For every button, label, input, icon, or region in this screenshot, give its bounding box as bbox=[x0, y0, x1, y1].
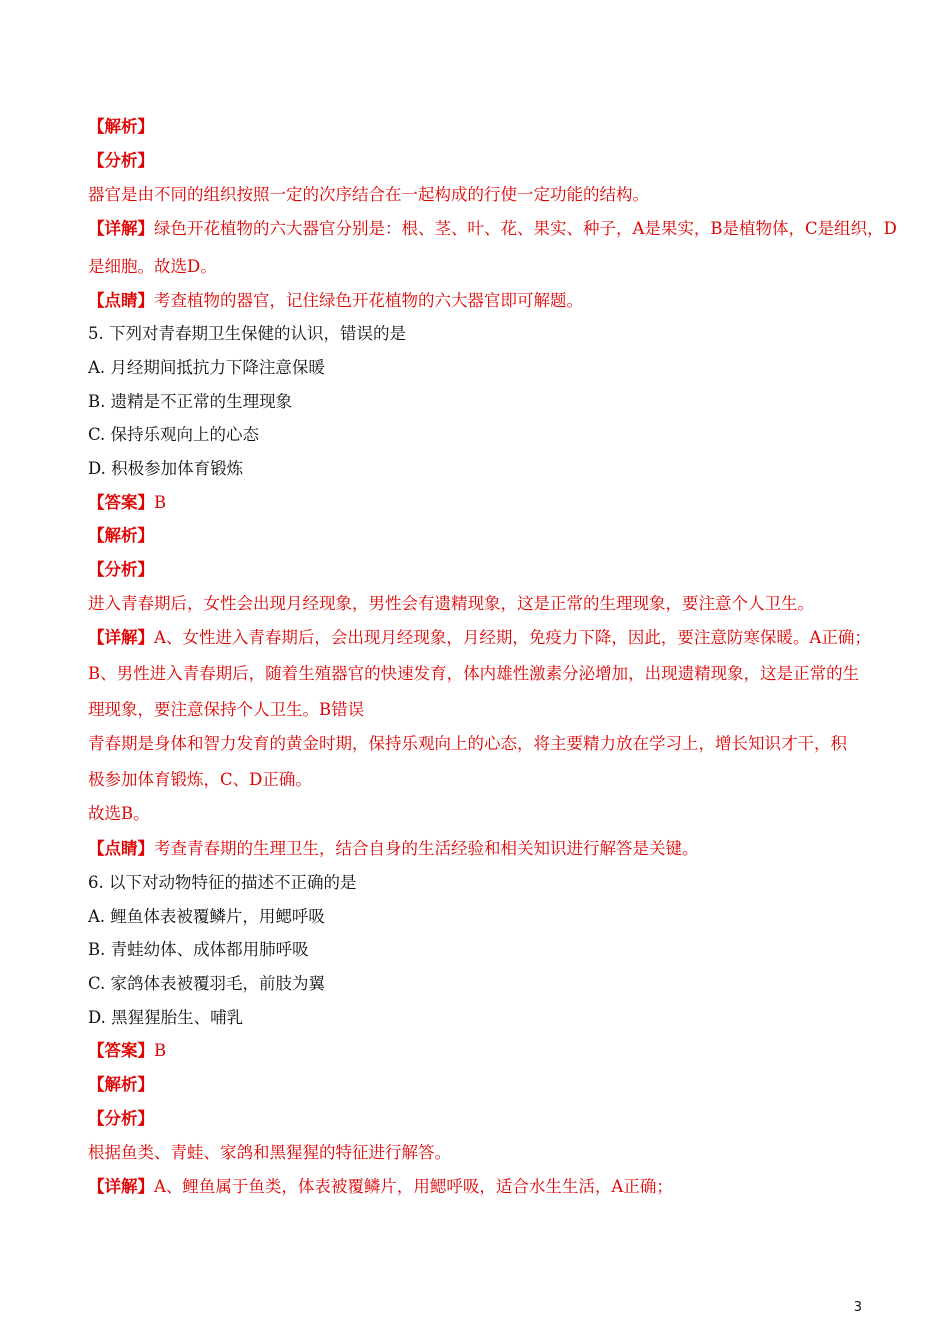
detail-text-5a: A、女性进入青春期后，会出现月经现象，月经期，免疫力下降，因此，要注意防寒保暖。A正确； bbox=[154, 628, 871, 647]
question-5-stem: 5. 下列对青春期卫生保健的认识，错误的是 bbox=[88, 324, 406, 343]
comment-line-1 bbox=[88, 290, 880, 312]
detail-line-5b: B、男性进入青春期后，随着生殖器官的快速发育，体内雄性激素分泌增加，出现遗精现象，这是正常的生 bbox=[88, 664, 860, 683]
jiexi-tag-6: 【解析】 bbox=[88, 1075, 154, 1094]
question-5-option-a: A. 月经期间抵抗力下降注意保暖 bbox=[88, 358, 325, 377]
comment-text-1: 考查植物的器官，记住绿色开花植物的六大器官即可解题。 bbox=[154, 291, 583, 310]
analysis-text-6: 根据鱼类、青蛙、家鸽和黑猩猩的特征进行解答。 bbox=[88, 1143, 451, 1162]
conclusion-5: 故选B。 bbox=[88, 804, 150, 823]
comment-tag-5: 【点睛】 bbox=[88, 839, 154, 858]
answer-line-6 bbox=[88, 1040, 880, 1062]
detail-line-5e: 极参加体育锻炼，C、D正确。 bbox=[88, 770, 312, 789]
fenxi-tag-5: 【分析】 bbox=[88, 560, 154, 579]
comment-text-5: 考查青春期的生理卫生，结合自身的生活经验和相关知识进行解答是关键。 bbox=[154, 839, 699, 858]
question-6-option-c: C. 家鸽体表被覆羽毛，前肢为翼 bbox=[88, 974, 326, 993]
detail-line-6a bbox=[88, 1176, 880, 1198]
question-6-stem: 6. 以下对动物特征的描述不正确的是 bbox=[88, 873, 357, 892]
question-6-option-b: B. 青蛙幼体、成体都用肺呼吸 bbox=[88, 940, 309, 959]
detail-line-5d: 青春期是身体和智力发育的黄金时期，保持乐观向上的心态，将主要精力放在学习上，增长知识才干，积 bbox=[88, 734, 847, 753]
question-5-option-b: B. 遗精是不正常的生理现象 bbox=[88, 392, 293, 411]
fenxi-tag-6: 【分析】 bbox=[88, 1109, 154, 1128]
question-6-option-a: A. 鲤鱼体表被覆鳞片，用鳃呼吸 bbox=[88, 907, 325, 926]
comment-line-5 bbox=[88, 838, 880, 860]
question-5-option-d: D. 积极参加体育锻炼 bbox=[88, 459, 244, 478]
answer-value-5: B bbox=[154, 493, 167, 512]
detail-tag-5: 【详解】 bbox=[88, 628, 154, 647]
detail-text-1a: 绿色开花植物的六大器官分别是：根、茎、叶、花、果实、种子，A是果实，B是植物体，C是组织，D bbox=[154, 219, 897, 238]
detail-line-5a bbox=[88, 627, 880, 649]
fenxi-tag-1: 【分析】 bbox=[88, 151, 154, 170]
jiexi-tag-5: 【解析】 bbox=[88, 526, 154, 545]
question-5-option-c: C. 保持乐观向上的心态 bbox=[88, 425, 260, 444]
detail-text-6a: A、鲤鱼属于鱼类，体表被覆鳞片，用鳃呼吸，适合水生生活，A正确； bbox=[154, 1177, 673, 1196]
detail-line-1b: 是细胞。故选D。 bbox=[88, 257, 217, 276]
detail-tag-1: 【详解】 bbox=[88, 219, 154, 238]
answer-tag-6: 【答案】 bbox=[88, 1041, 154, 1060]
comment-tag-1: 【点睛】 bbox=[88, 291, 154, 310]
answer-tag-5: 【答案】 bbox=[88, 493, 154, 512]
page-number: 3 bbox=[853, 1300, 862, 1315]
detail-line-1a bbox=[88, 218, 897, 240]
jiexi-tag-1: 【解析】 bbox=[88, 117, 154, 136]
question-6-option-d: D. 黑猩猩胎生、哺乳 bbox=[88, 1008, 244, 1027]
analysis-text-1: 器官是由不同的组织按照一定的次序结合在一起构成的行使一定功能的结构。 bbox=[88, 185, 649, 204]
analysis-text-5: 进入青春期后，女性会出现月经现象，男性会有遗精现象，这是正常的生理现象，要注意个人卫生。 bbox=[88, 594, 814, 613]
detail-tag-6: 【详解】 bbox=[88, 1177, 154, 1196]
detail-line-5c: 理现象，要注意保持个人卫生。B错误 bbox=[88, 700, 365, 719]
answer-line-5 bbox=[88, 492, 880, 514]
answer-value-6: B bbox=[154, 1041, 167, 1060]
